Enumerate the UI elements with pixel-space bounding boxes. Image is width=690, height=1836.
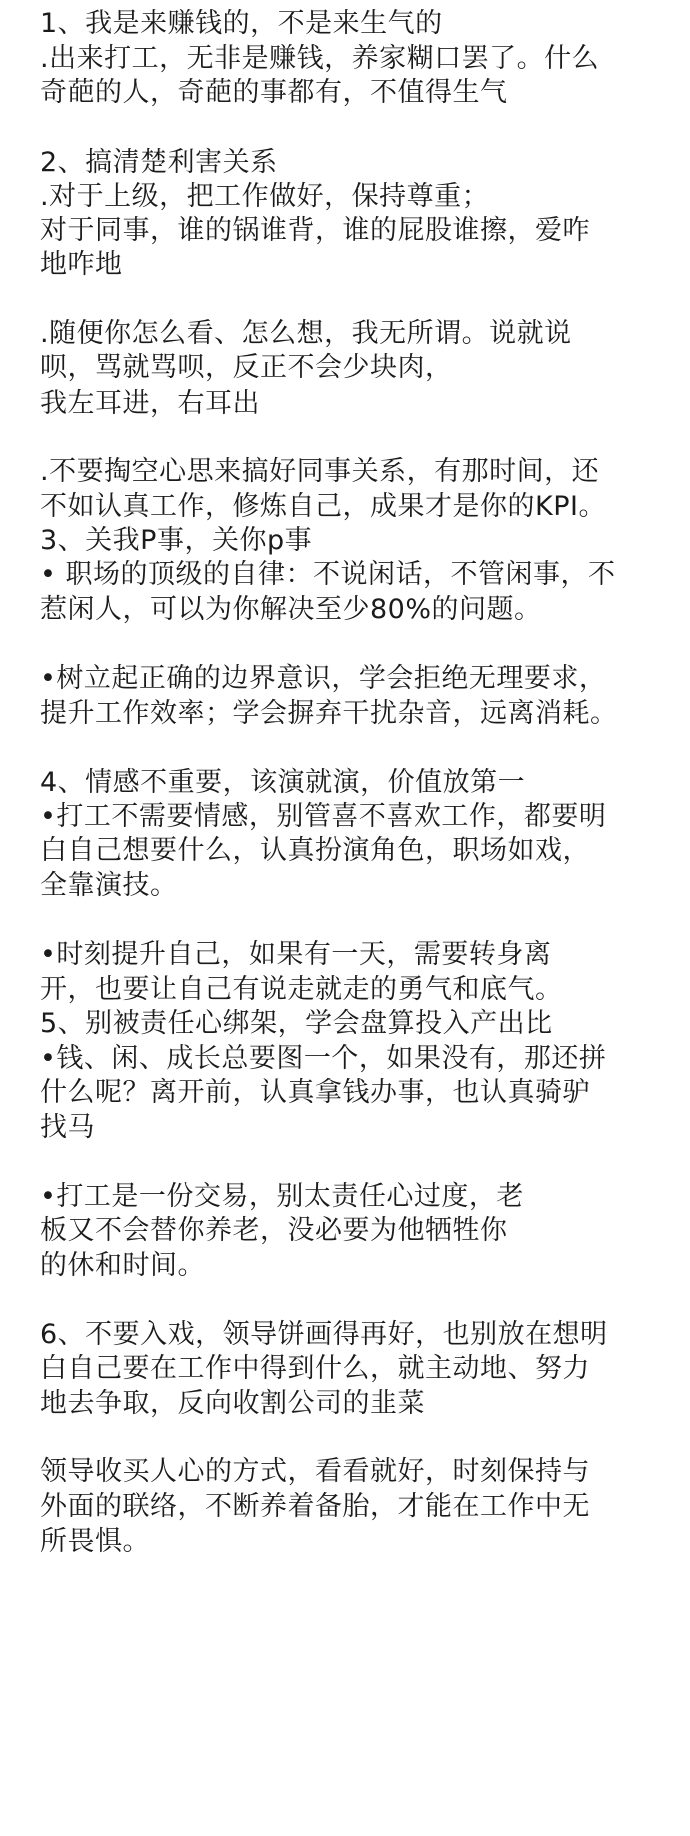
text-line: .对于上级，把工作做好，保持尊重； bbox=[40, 181, 490, 212]
text-line: 5、别被责任心绑架，学会盘算投入产出比 bbox=[40, 1008, 553, 1039]
text-line: 惹闲人，可以为你解决至少80%的问题。 bbox=[40, 594, 542, 625]
text-line: 找马 bbox=[40, 1112, 95, 1143]
text-line: 奇葩的人，奇葩的事都有，不值得生气 bbox=[40, 77, 508, 108]
text-line: 的休和时间。 bbox=[40, 1250, 205, 1281]
text-line: 6、不要入戏，领导饼画得再好，也别放在想明 bbox=[40, 1319, 608, 1350]
text-line: 外面的联络，不断养着备胎，才能在工作中无 bbox=[40, 1491, 590, 1522]
text-line: 提升工作效率；学会摒弃干扰杂音，远离消耗。 bbox=[40, 698, 618, 729]
text-line: 白自己想要什么，认真扮演角色，职场如戏， bbox=[40, 835, 590, 866]
text-line: 板又不会替你养老，没必要为他牺牲你 bbox=[40, 1215, 508, 1246]
text-line: .随便你怎么看、怎么想，我无所谓。说就说 bbox=[40, 318, 572, 349]
text-line: 不如认真工作，修炼自己，成果才是你的KPI。 bbox=[40, 491, 606, 522]
text-line: 1、我是来赚钱的，不是来生气的 bbox=[40, 8, 443, 39]
text-line: 地去争取，反向收割公司的韭菜 bbox=[40, 1388, 425, 1419]
text-line: 全靠演技。 bbox=[40, 870, 178, 901]
text-line: •打工是一份交易，别太责任心过度，老 bbox=[40, 1181, 524, 1212]
text-line: 呗，骂就骂呗，反正不会少块肉， bbox=[40, 352, 453, 383]
text-line: •时刻提升自己，如果有一天，需要转身离 bbox=[40, 939, 552, 970]
text-line: .不要掏空心思来搞好同事关系，有那时间，还 bbox=[40, 456, 600, 487]
text-line: 所畏惧。 bbox=[40, 1526, 150, 1557]
text-line: 领导收买人心的方式，看看就好，时刻保持与 bbox=[40, 1456, 590, 1487]
text-line: 开，也要让自己有说走就走的勇气和底气。 bbox=[40, 974, 563, 1005]
text-line: 4、情感不重要，该演就演，价值放第一 bbox=[40, 767, 526, 798]
text-line: •钱、闲、成长总要图一个，如果没有，那还拼 bbox=[40, 1043, 607, 1074]
text-line: 地咋地 bbox=[40, 249, 123, 280]
text-line: 什么呢？离开前，认真拿钱办事，也认真骑驴 bbox=[40, 1077, 590, 1108]
text-line: 3、关我P事，关你p事 bbox=[40, 525, 313, 556]
text-line: 对于同事，谁的锅谁背，谁的屁股谁擦，爱咋 bbox=[40, 215, 590, 246]
text-line: .出来打工，无非是赚钱，养家糊口罢了。什么 bbox=[40, 43, 600, 74]
text-line: 2、搞清楚利害关系 bbox=[40, 147, 278, 178]
text-line: • 职场的顶级的自律：不说闲话，不管闲事，不 bbox=[40, 559, 616, 590]
text-line: •打工不需要情感，别管喜不喜欢工作，都要明 bbox=[40, 801, 607, 832]
text-line: 我左耳进，右耳出 bbox=[40, 388, 260, 419]
text-line: 白自己要在工作中得到什么，就主动地、努力 bbox=[40, 1353, 590, 1384]
text-line: •树立起正确的边界意识，学会拒绝无理要求， bbox=[40, 663, 607, 694]
